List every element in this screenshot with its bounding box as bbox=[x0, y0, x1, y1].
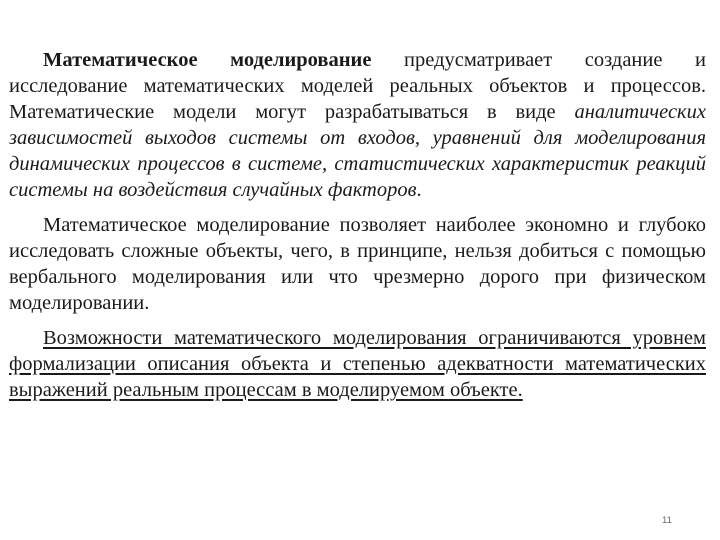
paragraph-1-italic-text: аналитических зависимостей выходов системы от входов, уравнений для моделирования динамических процессов в системе, статистических характеристик реакций системы на воздействия случайных факторов bbox=[9, 101, 706, 201]
paragraph-math-modeling-advantages: Математическое моделирование позволяет наиболее экономно и глубоко исследовать сложные объекты, чего, в принципе, нельзя добиться с помощью вербального моделирования или что чрезмерно дорого при физическом моделировании. bbox=[9, 214, 706, 314]
slide-body bbox=[9, 47, 706, 412]
paragraph-math-modeling-limits: Возможности математического моделирования ограничиваются уровнем формализации описания объекта и степенью адекватности математических выражений реальным процессам в моделируемом объекте. bbox=[9, 327, 706, 401]
paragraph-1-end: . bbox=[416, 179, 422, 201]
page-number: 11 bbox=[662, 515, 672, 526]
paragraph-1-text: предусматривает создание и исследование математических моделей реальных объектов и процессов. Математические модели могут разрабатываться в виде bbox=[9, 49, 706, 123]
term-math-modeling: Математическое моделирование bbox=[43, 49, 372, 71]
paragraph-math-modeling-definition bbox=[9, 47, 706, 203]
